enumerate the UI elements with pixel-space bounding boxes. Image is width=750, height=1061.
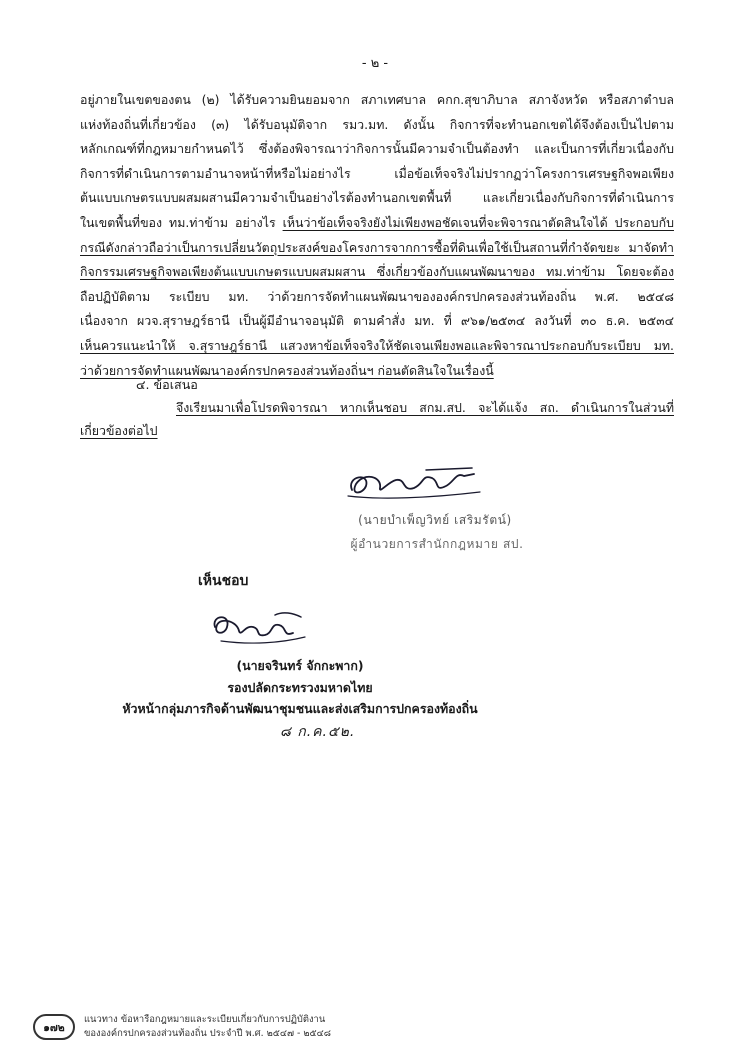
signer-2-position: รองปลัดกระทรวงมหาดไทย xyxy=(227,680,373,695)
body-text-segment: แห่งท้องถิ่นที่เกี่ยวข้อง (๓) ได้รับอนุมัติจาก รมว.มท. ดังนั้น กิจการที่จะทำนอกเขตได้จึงต้องเป็นไปตาม xyxy=(80,116,674,132)
footer-text xyxy=(84,1013,331,1041)
signer-2-position-2: หัวหน้ากลุ่มภารกิจด้านพัฒนาชุมชนและส่งเสริมการปกครองท้องถิ่น xyxy=(122,701,478,716)
body-line xyxy=(80,211,674,236)
signature-1 xyxy=(330,462,510,504)
proposal-line-text: เกี่ยวข้องต่อไป xyxy=(80,423,158,438)
body-text-segment: เนื่องจาก ผวจ.สุราษฎร์ธานี เป็นผู้มีอำนาจอนุมัติ ตามคำสั่ง มท. ที่ ๙๖๑/๒๕๓๔ ลงวันที่ ๓๐ ธ.ค. ๒๕๓๔ xyxy=(80,313,674,329)
footer-line: แนวทาง ข้อหารือกฎหมายและระเบียบเกี่ยวกับการปฏิบัติงาน xyxy=(84,1014,326,1025)
body-text-segment: อยู่ภายในเขตของตน (๒) ได้รับความยินยอมจาก สภาเทศบาล คกก.สุขาภิบาล สภาจังหวัด หรือสภาตำบล xyxy=(80,92,674,107)
proposal-line xyxy=(80,419,674,442)
proposal-paragraph xyxy=(80,396,674,442)
body-line xyxy=(80,113,674,138)
body-line xyxy=(80,334,674,359)
page-number: - ๒ - xyxy=(361,56,389,71)
proposal-line-text: จึงเรียนมาเพื่อโปรดพิจารณา หากเห็นชอบ สกม.สป. จะได้แจ้ง สถ. ดำเนินการในส่วนที่ xyxy=(176,400,674,415)
body-line xyxy=(80,162,674,187)
body-text-segment: ต้นแบบเกษตรแบบผสมผสานมีความจำเป็นอย่างไรต้องทำนอกเขตพื้นที่ และเกี่ยวเนื่องกับกิจการที่ดำเนินการ xyxy=(80,190,674,206)
body-text-segment: กิจการที่ดำเนินการตามอำนาจหน้าที่หรือไม่อย่างไร เมื่อข้อเท็จจริงไม่ปรากฏว่าโครงการเศรษฐกิจพอเพียง xyxy=(80,165,674,181)
body-line xyxy=(80,285,674,310)
body-line xyxy=(80,137,674,162)
underlined-text: ว่าด้วยการจัดทำแผนพัฒนาองค์กรปกครองส่วนท้องถิ่นฯ ก่อนตัดสินใจในเรื่องนี้ xyxy=(80,362,494,378)
signature-2 xyxy=(205,603,315,648)
signer-2-name: (นายจรินทร์ จักกะพาก) xyxy=(236,658,364,673)
underlined-text: เห็นว่าข้อเท็จจริงยังไม่เพียงพอชัดเจนที่จะพิจารณาตัดสินใจได้ ประกอบกับ xyxy=(282,214,674,230)
body-line xyxy=(80,186,674,211)
approval-label: เห็นชอบ xyxy=(198,573,249,589)
handwritten-date: ๘ ก.ค.๕๒. xyxy=(280,724,356,740)
underlined-text: เห็นควรแนะนำให้ จ.สุราษฎร์ธานี แสวงหาข้อเท็จจริงให้ชัดเจนเพียงพอและพิจารณาประกอบกับระเบียบ มท. xyxy=(80,337,674,353)
body-paragraph xyxy=(80,88,674,383)
proposal-line xyxy=(80,396,674,419)
underlined-text: กิจกรรมเศรษฐกิจพอเพียงต้นแบบเกษตรแบบผสมผสาน ซึ่งเกี่ยวข้องกับแผนพัฒนาของ ทม.ท่าข้าม โดยจะต้อง xyxy=(80,264,674,280)
section-heading: ๔. ข้อเสนอ xyxy=(136,377,198,392)
page-badge: ๑๗๒ xyxy=(33,1014,75,1040)
body-line xyxy=(80,309,674,334)
underlined-text: กรณีดังกล่าวถือว่าเป็นการเปลี่ยนวัตถุประสงค์ของโครงการจากการซื้อที่ดินเพื่อใช้เป็นสถานที่กำจัดขยะ มาจัดทำ xyxy=(80,239,674,255)
signer-1-name: (นายบำเพ็ญวิทย์ เสริมรัตน์) xyxy=(358,513,512,527)
signer-1-position: ผู้อำนวยการสำนักกฎหมาย สป. xyxy=(350,537,524,551)
body-text-segment: ถือปฏิบัติตาม ระเบียบ มท. ว่าด้วยการจัดทำแผนพัฒนาขององค์กรปกครองส่วนท้องถิ่น พ.ศ. ๒๕๔๘ xyxy=(80,288,674,304)
body-line xyxy=(80,260,674,285)
body-line xyxy=(80,236,674,261)
body-line xyxy=(80,88,674,113)
body-text-segment: ในเขตพื้นที่ของ ทม.ท่าข้าม อย่างไร xyxy=(80,214,283,230)
footer-line: ขององค์กรปกครองส่วนท้องถิ่น ประจำปี พ.ศ. ๒๕๔๗ - ๒๕๔๘ xyxy=(84,1028,331,1039)
body-text-segment: หลักเกณฑ์ที่กฎหมายกำหนดไว้ ซึ่งต้องพิจารณาว่ากิจการนั้นมีความจำเป็นต้องทำ และเป็นการที่เกี่ยวเนื่องกับ xyxy=(80,141,674,157)
